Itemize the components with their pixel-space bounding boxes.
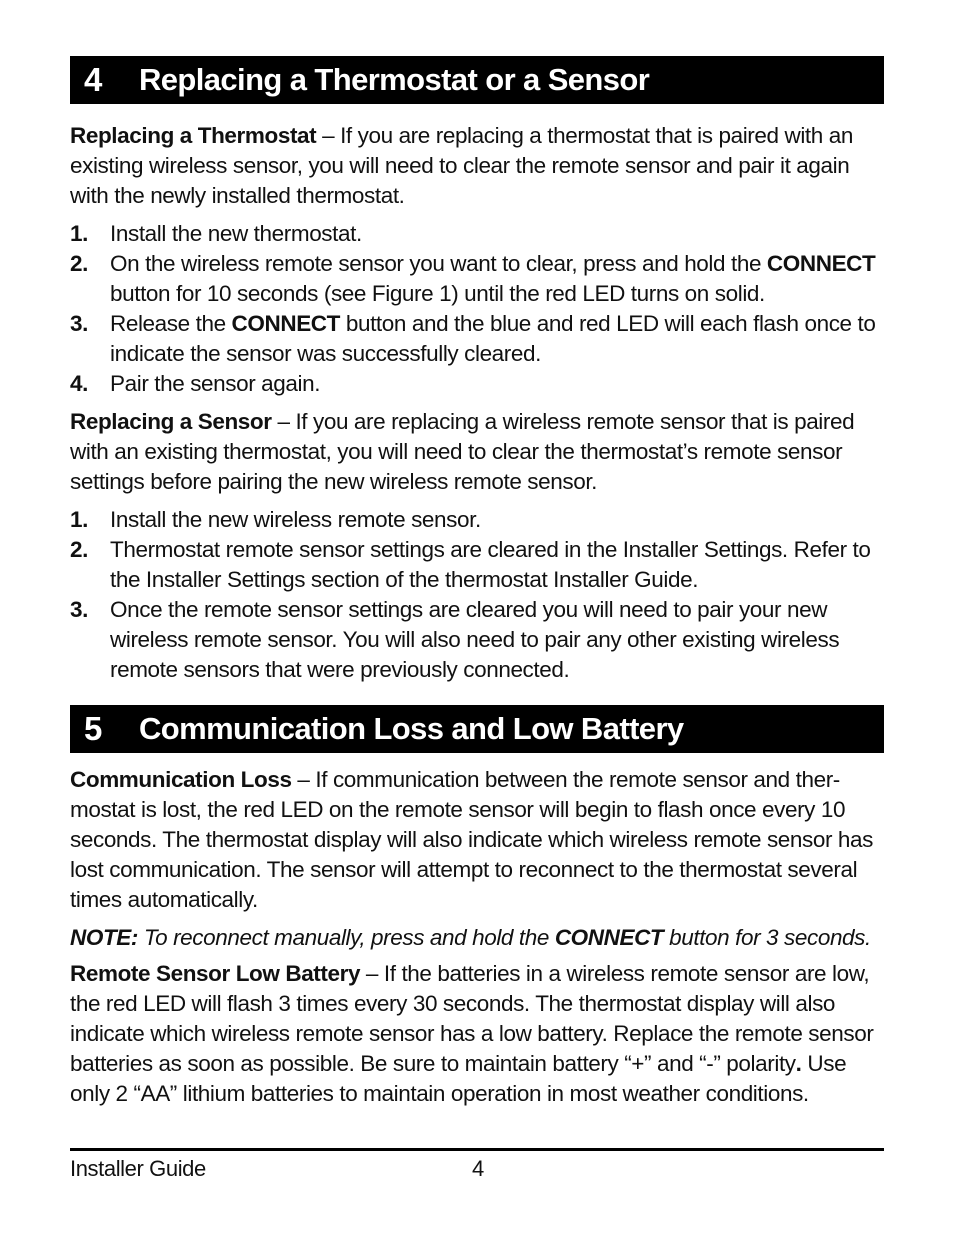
step-text: Thermostat remote sensor settings are cleared in the Installer Settings. Refer to the Installer Settings section of the thermostat Installer Guide. [110, 537, 871, 592]
step-number: 3. [70, 597, 88, 622]
section-5-title: Communication Loss and Low Battery [139, 711, 684, 746]
section-4-title: Replacing a Thermostat or a Sensor [139, 62, 650, 97]
step-number: 1. [70, 507, 88, 532]
step-text-pre: On the wireless remote sensor you want to clear, press and hold the [110, 251, 767, 276]
low-battery-text-2: Use only 2 “AA” lithium batteries to maintain operation in most weather conditions. [70, 1051, 847, 1106]
step-text-post: button for 10 seconds (see Figure 1) until the red LED turns on solid. [110, 281, 765, 306]
step-text: Pair the sensor again. [110, 371, 321, 396]
low-battery-text: – If the batteries in a wireless remote sensor are low, the red LED will flash 3 times every 30 seconds. The thermostat display will also indicate which wireless remote sensor has a low battery. Replace the remote sensor batteries as soon as possible. Be sure to maintain battery “+” and “-” polarity [70, 961, 874, 1076]
section-5-header [70, 705, 884, 753]
step-text-post: button and the blue and red LED will each flash once to indicate the sensor was successfully cleared. [110, 311, 876, 366]
step-text: Install the new thermostat. [110, 221, 362, 246]
communication-loss-heading: Communication Loss [70, 767, 292, 792]
thermostat-steps-list [70, 219, 884, 399]
step-text [110, 309, 884, 369]
list-item [70, 249, 884, 309]
note-text-pre: To reconnect manually, press and hold the [138, 925, 555, 950]
section-4-header [70, 56, 884, 104]
note-paragraph [70, 923, 884, 953]
connect-keyword: CONNECT [554, 925, 664, 950]
page-number: 4 [472, 1156, 485, 1181]
list-item [70, 309, 884, 369]
step-text: Once the remote sensor settings are cleared you will need to pair your new wireless remote sensor. You will also need to pair any other existing wireless remote sensors that were previously connected. [110, 597, 840, 682]
replacing-thermostat-intro: – If you are replacing a thermostat that is paired with an existing wireless sensor, you will need to clear the remote sensor and pair it again with the newly installed thermostat. [70, 123, 853, 208]
sensor-steps-list [70, 505, 884, 685]
step-number: 3. [70, 311, 88, 336]
section-4-number: 4 [84, 61, 103, 98]
polarity-period: . [795, 1051, 802, 1076]
list-item [70, 595, 884, 685]
low-battery-heading: Remote Sensor Low Battery [70, 961, 361, 986]
list-item [70, 535, 884, 595]
replacing-sensor-intro: – If you are replacing a wireless remote sensor that is paired with an existing thermostat, you will need to clear the thermostat’s remote sensor settings before pairing the new wireless remote sensor. [70, 409, 855, 494]
step-number: 4. [70, 371, 88, 396]
list-item [70, 219, 884, 249]
replacing-sensor-heading: Replacing a Sensor [70, 409, 272, 434]
page-content [70, 56, 884, 1109]
replacing-sensor-paragraph [70, 407, 884, 497]
communication-loss-text: – If communication between the remote sensor and thermostat is lost, the red LED on the remote sensor will begin to flash once every 10 seconds. The thermostat display will also indicate which wireless remote sensor has lost communication. The sensor will attempt to reconnect to the thermostat several times automatically. [70, 767, 874, 912]
note-text-post: button for 3 seconds. [663, 925, 871, 950]
communication-loss-paragraph [70, 765, 884, 915]
replacing-thermostat-heading: Replacing a Thermostat [70, 123, 317, 148]
section-5-number: 5 [84, 710, 103, 747]
step-text: Install the new wireless remote sensor. [110, 507, 481, 532]
low-battery-paragraph [70, 959, 884, 1109]
list-item [70, 505, 884, 535]
step-number: 2. [70, 537, 88, 562]
step-text [110, 249, 884, 309]
step-number: 1. [70, 221, 88, 246]
footer-divider [70, 1148, 884, 1151]
note-label: NOTE: [70, 925, 138, 950]
list-item [70, 369, 884, 399]
step-number: 2. [70, 251, 88, 276]
step-text-pre: Release the [110, 311, 232, 336]
connect-keyword: CONNECT [766, 251, 876, 276]
connect-keyword: CONNECT [231, 311, 340, 336]
replacing-thermostat-paragraph [70, 121, 884, 211]
footer-guide-name: Installer Guide [70, 1156, 206, 1181]
